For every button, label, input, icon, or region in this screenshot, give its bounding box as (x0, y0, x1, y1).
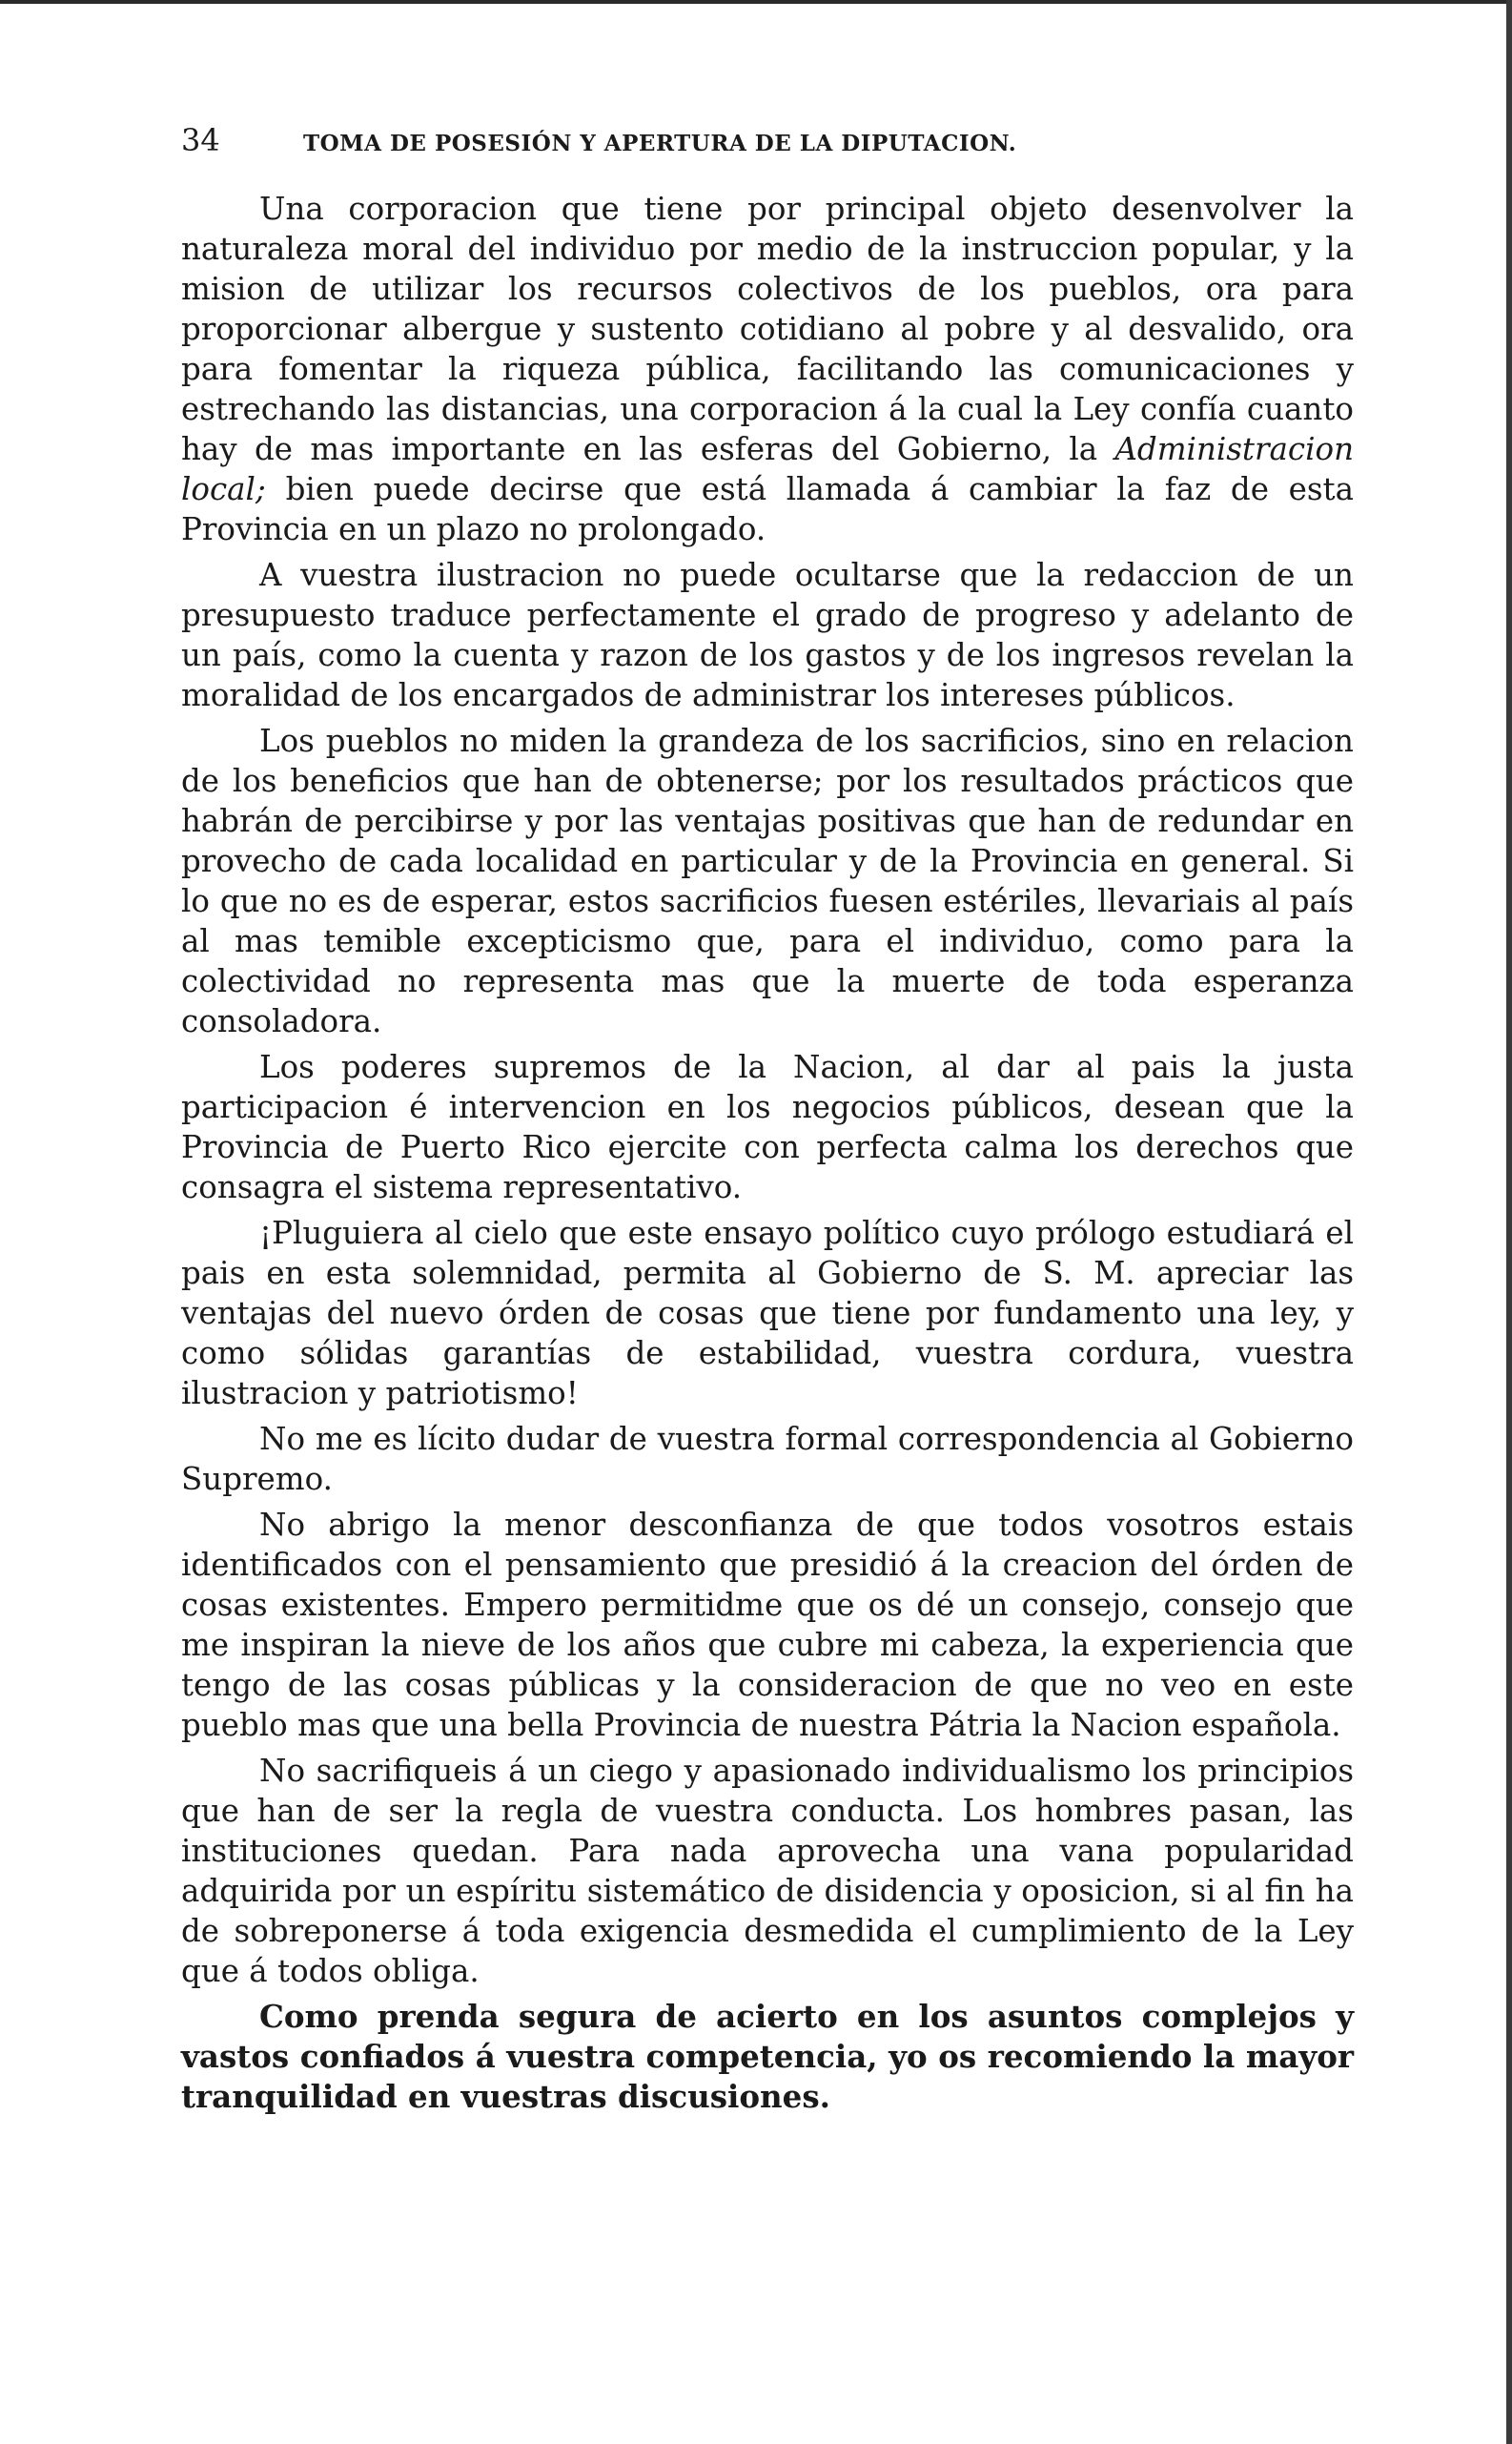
paragraph-1 (181, 189, 1354, 549)
right-edge-rule (1506, 0, 1512, 2444)
page-header (181, 122, 1354, 172)
book-page (181, 122, 1354, 2117)
paragraph-1-text-before: Una corporacion que tiene por principal objeto desenvolver la naturaleza moral del individuo por medio de la instruccion popular, y la mision de utilizar los recursos colectivos de los pueblos, ora para proporcionar albergue y sustento cotidiano al pobre y al desvalido, ora para fomentar la riqueza pública, facilitando las comunicaciones y estrechando las distancias, una corporacion á la cual la Ley confía cuanto hay de mas importante en las esferas del Gobierno, la (181, 191, 1354, 467)
body-text (181, 189, 1354, 2117)
paragraph-7: No abrigo la menor desconfianza de que todos vosotros estais identificados con el pensamiento que presidió á la creacion del órden de cosas existentes. Empero permitidme que os dé un consejo, consejo que me inspiran la nieve de los años que cubre mi cabeza, la experiencia que tengo de las cosas públicas y la consideracion de que no veo en este pueblo mas que una bella Provincia de nuestra Pátria la Nacion española. (181, 1507, 1354, 1743)
paragraph-1-text-after: bien puede decirse que está llamada á cambiar la faz de esta Provincia en un plazo no prolongado. (181, 471, 1354, 547)
paragraph-8: No sacrifiqueis á un ciego y apasionado individualismo los principios que han de ser la regla de vuestra conducta. Los hombres pasan, las instituciones quedan. Para nada aprovecha una vana popularidad adquirida por un espíritu sistemático de disidencia y oposicion, si al fin ha de sobreponerse á toda exigencia desmedida el cumplimiento de la Ley que á todos obliga. (181, 1753, 1354, 1989)
paragraph-5: ¡Pluguiera al cielo que este ensayo político cuyo prólogo estudiará el pais en esta solemnidad, permita al Gobierno de S. M. apreciar las ventajas del nuevo órden de cosas que tiene por fundamento una ley, y como sólidas garantías de estabilidad, vuestra cordura, vuestra ilustracion y patriotismo! (181, 1215, 1354, 1411)
top-edge-rule (0, 0, 1512, 4)
italic-phrase: Administracion local; (181, 431, 1354, 507)
paragraph-4: Los poderes supremos de la Nacion, al dar al pais la justa participacion é intervencion en los negocios públicos, desean que la Provincia de Puerto Rico ejercite con perfecta calma los derechos que consagra el sistema representativo. (181, 1049, 1354, 1205)
paragraph-3: Los pueblos no miden la grandeza de los sacrificios, sino en relacion de los beneficios que han de obtenerse; por los resultados prácticos que habrán de percibirse y por las ventajas positivas que han de redundar en provecho de cada localidad en particular y de la Provincia en general. Si lo que no es de esperar, estos sacrificios fuesen estériles, llevariais al país al mas temible excepticismo que, para el individuo, como para la colectividad no representa mas que la muerte de toda esperanza consoladora. (181, 723, 1354, 1039)
paragraph-6: No me es lícito dudar de vuestra formal correspondencia al Gobierno Supremo. (181, 1421, 1354, 1497)
page-number: 34 (181, 122, 220, 158)
paragraph-9: Como prenda segura de acierto en los asuntos complejos y vastos confiados á vuestra competencia, yo os recomiendo la mayor tranquilidad en vuestras discusiones. (181, 1998, 1354, 2115)
running-title: TOMA DE POSESIÓN Y APERTURA DE LA DIPUTACION. (303, 131, 1017, 156)
paragraph-2: A vuestra ilustracion no puede ocultarse que la redaccion de un presupuesto traduce perfectamente el grado de progreso y adelanto de un país, como la cuenta y razon de los gastos y de los ingresos revelan la moralidad de los encargados de administrar los intereses públicos. (181, 557, 1354, 713)
